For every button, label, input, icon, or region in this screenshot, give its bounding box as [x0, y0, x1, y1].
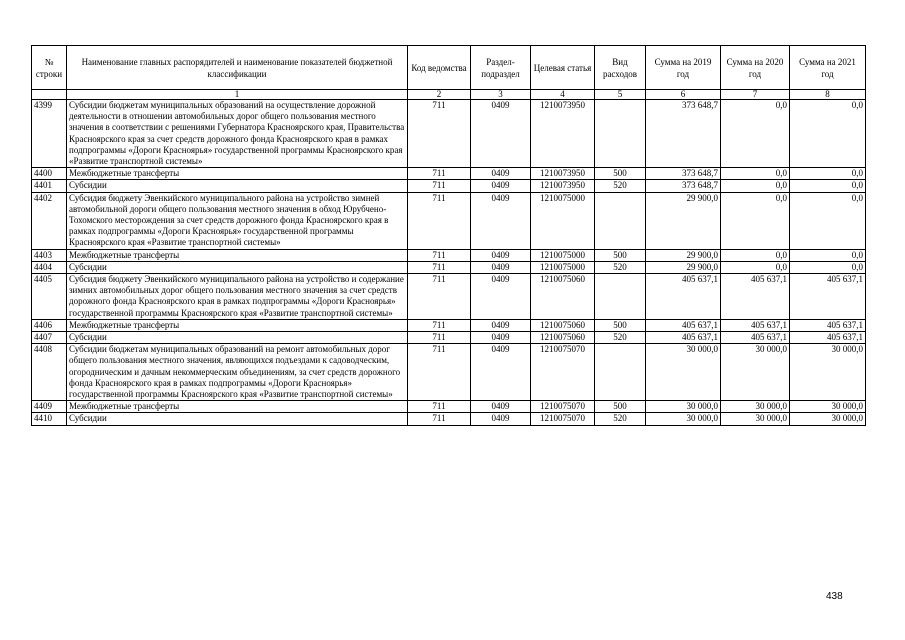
row-sum-2019: 30 000,0 [646, 401, 721, 413]
row-number: 4408 [32, 344, 67, 401]
row-sum-2020: 0,0 [721, 261, 790, 273]
row-type: 520 [595, 261, 646, 273]
header-row-number: № строки [32, 46, 67, 90]
table-row [32, 180, 866, 192]
row-sum-2021: 30 000,0 [790, 401, 866, 413]
row-target: 1210075070 [531, 344, 595, 401]
row-target: 1210075060 [531, 332, 595, 344]
row-name: Субсидии [67, 180, 408, 192]
column-number: 7 [721, 90, 790, 100]
row-target: 1210075000 [531, 192, 595, 249]
row-name: Субсидии бюджетам муниципальных образований на ремонт автомобильных дорог общего пользования местного значения, являющихся подъездами к садоводческим, огородническим и дачным некоммерческим объединениям, за счет средств дорожного фонда Красноярского края в рамках подпрограммы «Дороги Красноярья» государственной программы Красноярского края «Развитие транспортной системы» [67, 344, 408, 401]
row-section: 0409 [471, 180, 531, 192]
budget-table [31, 45, 866, 426]
header-target: Целевая статья [531, 46, 595, 90]
row-section: 0409 [471, 249, 531, 261]
row-code: 711 [408, 401, 471, 413]
row-section: 0409 [471, 100, 531, 168]
row-sum-2021: 0,0 [790, 192, 866, 249]
row-name: Субсидия бюджету Эвенкийского муниципального района на устройство зимней автомобильной дороги общего пользования местного значения в обход Юрубчено-Тохомского месторождения за счет средств дорожного фонда Красноярского края в рамках подпрограммы «Дороги Красноярья» государственной программы Красноярского края «Развитие транспортной системы» [67, 192, 408, 249]
header-row [32, 46, 866, 90]
row-section: 0409 [471, 319, 531, 331]
row-sum-2019: 30 000,0 [646, 413, 721, 425]
row-number: 4400 [32, 168, 67, 180]
row-sum-2021: 0,0 [790, 261, 866, 273]
table-row [32, 192, 866, 249]
row-section: 0409 [471, 261, 531, 273]
column-number: 6 [646, 90, 721, 100]
row-type: 500 [595, 249, 646, 261]
row-code: 711 [408, 100, 471, 168]
table-body [32, 100, 866, 426]
column-number: 8 [790, 90, 866, 100]
row-sum-2021: 0,0 [790, 249, 866, 261]
row-type [595, 274, 646, 320]
row-target: 1210075070 [531, 413, 595, 425]
row-target: 1210073950 [531, 168, 595, 180]
column-number-row [32, 90, 866, 100]
row-code: 711 [408, 249, 471, 261]
table-row [32, 319, 866, 331]
row-target: 1210075070 [531, 401, 595, 413]
row-number: 4399 [32, 100, 67, 168]
row-number: 4404 [32, 261, 67, 273]
row-sum-2020: 0,0 [721, 192, 790, 249]
row-section: 0409 [471, 413, 531, 425]
row-sum-2021: 30 000,0 [790, 344, 866, 401]
row-sum-2020: 405 637,1 [721, 332, 790, 344]
row-name: Субсидии [67, 261, 408, 273]
row-name: Субсидия бюджету Эвенкийского муниципального района на устройство и содержание зимних автомобильных дорог общего пользования местного значения за счет средств дорожного фонда Красноярского края в рамках подпрограммы «Дороги Красноярья» государственной программы Красноярского края «Развитие транспортной системы» [67, 274, 408, 320]
row-number: 4409 [32, 401, 67, 413]
row-sum-2021: 405 637,1 [790, 319, 866, 331]
row-target: 1210075060 [531, 319, 595, 331]
row-target: 1210075060 [531, 274, 595, 320]
table-row [32, 332, 866, 344]
row-number: 4403 [32, 249, 67, 261]
row-code: 711 [408, 319, 471, 331]
row-type: 520 [595, 332, 646, 344]
row-section: 0409 [471, 192, 531, 249]
row-type [595, 192, 646, 249]
row-number: 4401 [32, 180, 67, 192]
row-name: Межбюджетные трансферты [67, 168, 408, 180]
row-sum-2019: 373 648,7 [646, 100, 721, 168]
row-type [595, 344, 646, 401]
row-code: 711 [408, 261, 471, 273]
header-sum-2020: Сумма на 2020 год [721, 46, 790, 90]
header-type: Вид расходов [595, 46, 646, 90]
row-sum-2019: 30 000,0 [646, 344, 721, 401]
row-sum-2020: 0,0 [721, 100, 790, 168]
row-code: 711 [408, 332, 471, 344]
row-sum-2020: 405 637,1 [721, 274, 790, 320]
row-name: Субсидии [67, 332, 408, 344]
header-sum-2019: Сумма на 2019 год [646, 46, 721, 90]
row-number: 4405 [32, 274, 67, 320]
row-type: 500 [595, 401, 646, 413]
row-number: 4406 [32, 319, 67, 331]
row-name: Межбюджетные трансферты [67, 401, 408, 413]
row-target: 1210073950 [531, 180, 595, 192]
header-section: Раздел-подраздел [471, 46, 531, 90]
row-code: 711 [408, 274, 471, 320]
row-code: 711 [408, 168, 471, 180]
row-sum-2020: 0,0 [721, 168, 790, 180]
table-row [32, 274, 866, 320]
row-sum-2020: 0,0 [721, 249, 790, 261]
row-name: Субсидии [67, 413, 408, 425]
row-sum-2021: 0,0 [790, 168, 866, 180]
row-sum-2019: 29 900,0 [646, 261, 721, 273]
row-type [595, 100, 646, 168]
table-row [32, 249, 866, 261]
header-code: Код ведомства [408, 46, 471, 90]
column-number: 2 [408, 90, 471, 100]
row-sum-2021: 405 637,1 [790, 332, 866, 344]
row-sum-2019: 29 900,0 [646, 192, 721, 249]
row-sum-2021: 0,0 [790, 100, 866, 168]
row-target: 1210075000 [531, 261, 595, 273]
row-type: 520 [595, 180, 646, 192]
row-sum-2019: 373 648,7 [646, 180, 721, 192]
row-sum-2021: 30 000,0 [790, 413, 866, 425]
row-sum-2019: 405 637,1 [646, 319, 721, 331]
row-sum-2021: 0,0 [790, 180, 866, 192]
row-sum-2020: 30 000,0 [721, 401, 790, 413]
row-name: Межбюджетные трансферты [67, 249, 408, 261]
column-number: 3 [471, 90, 531, 100]
table-row [32, 401, 866, 413]
row-name: Межбюджетные трансферты [67, 319, 408, 331]
column-number [32, 90, 67, 100]
row-code: 711 [408, 413, 471, 425]
row-sum-2021: 405 637,1 [790, 274, 866, 320]
row-section: 0409 [471, 332, 531, 344]
table-row [32, 261, 866, 273]
row-sum-2020: 30 000,0 [721, 413, 790, 425]
row-code: 711 [408, 344, 471, 401]
row-section: 0409 [471, 274, 531, 320]
column-number: 1 [67, 90, 408, 100]
row-type: 520 [595, 413, 646, 425]
row-sum-2019: 29 900,0 [646, 249, 721, 261]
row-target: 1210075000 [531, 249, 595, 261]
row-target: 1210073950 [531, 100, 595, 168]
row-sum-2019: 405 637,1 [646, 332, 721, 344]
row-number: 4402 [32, 192, 67, 249]
column-number: 5 [595, 90, 646, 100]
row-number: 4407 [32, 332, 67, 344]
row-type: 500 [595, 168, 646, 180]
table-row [32, 168, 866, 180]
row-section: 0409 [471, 168, 531, 180]
row-number: 4410 [32, 413, 67, 425]
column-number: 4 [531, 90, 595, 100]
row-sum-2019: 373 648,7 [646, 168, 721, 180]
table-row [32, 100, 866, 168]
row-sum-2020: 405 637,1 [721, 319, 790, 331]
row-sum-2019: 405 637,1 [646, 274, 721, 320]
table-row [32, 413, 866, 425]
row-section: 0409 [471, 344, 531, 401]
row-sum-2020: 30 000,0 [721, 344, 790, 401]
header-sum-2021: Сумма на 2021 год [790, 46, 866, 90]
row-name: Субсидии бюджетам муниципальных образований на осуществление дорожной деятельности в отношении автомобильных дорог общего пользования местного значения в соответствии с решениями Губернатора Красноярского края, Правительства Красноярского края за счет средств дорожного фонда Красноярского края в рамках подпрограммы «Дороги Красноярья» государственной программы Красноярского края «Развитие транспортной системы» [67, 100, 408, 168]
row-section: 0409 [471, 401, 531, 413]
row-code: 711 [408, 192, 471, 249]
page-number: 438 [826, 591, 843, 602]
row-sum-2020: 0,0 [721, 180, 790, 192]
row-type: 500 [595, 319, 646, 331]
table-row [32, 344, 866, 401]
row-code: 711 [408, 180, 471, 192]
header-name: Наименование главных распорядителей и наименование показателей бюджетной классификации [67, 46, 408, 90]
